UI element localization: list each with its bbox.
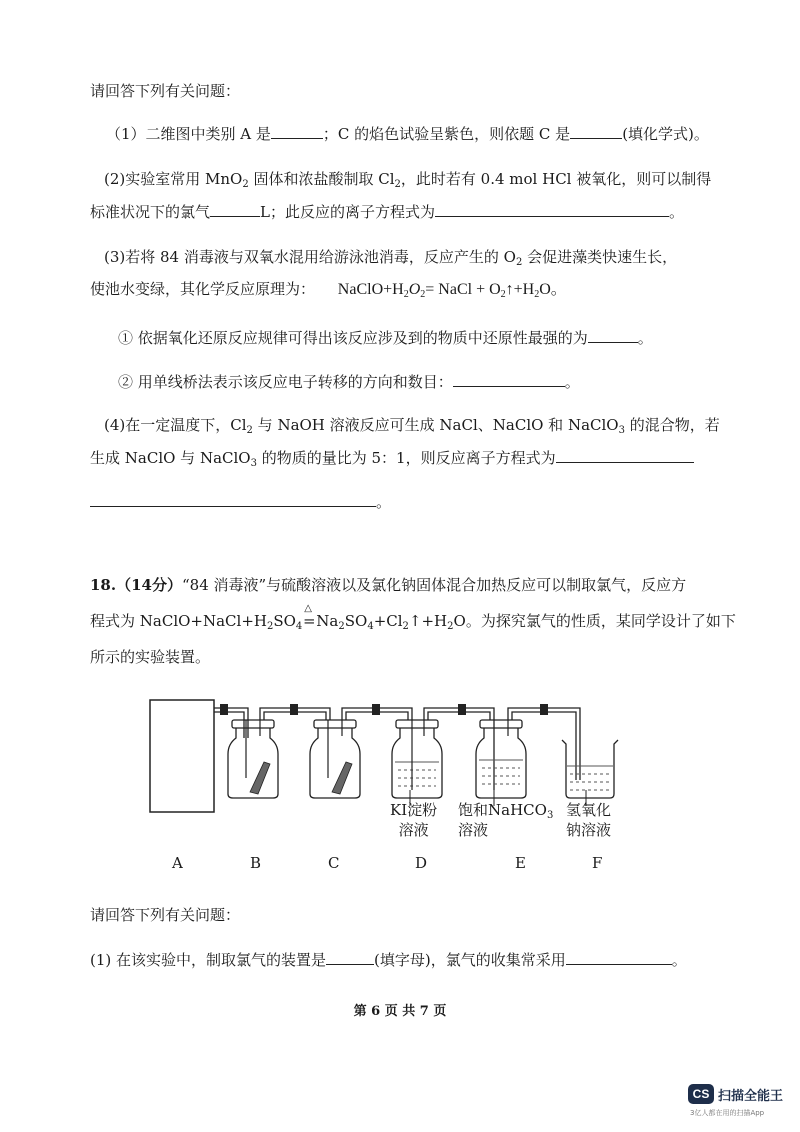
q17-part1: （1）二维图中类别 A 是 ；C 的焰色试验呈紫色，则依题 C 是 (填化学式)。 xyxy=(106,122,709,145)
apparatus-a-box xyxy=(150,700,214,812)
apparatus-diagram xyxy=(140,690,660,880)
watermark-tagline: 3亿人都在用的扫描App xyxy=(690,1109,765,1117)
cs-logo-icon: CS xyxy=(688,1084,714,1104)
q18-part1: (1) 在该实验中，制取氯气的装置是 (填字母)，氯气的收集常采用 。 xyxy=(90,948,687,971)
bottle-b xyxy=(228,720,278,798)
apparatus-svg xyxy=(140,690,660,880)
q17-part2-line1: (2)实验室常用 MnO$_2$ 固体和浓盐酸制取 $Cl_2$，此时若有 0.4 mol HCl 被氧化，则可以制得 xyxy=(104,170,712,190)
q17-part4-line3: 。 xyxy=(90,490,391,513)
answer-blank[interactable] xyxy=(271,122,323,139)
q18-intro: 请回答下列有关问题： xyxy=(90,906,241,924)
q17-intro: 请回答下列有关问题： xyxy=(90,82,241,100)
answer-blank[interactable] xyxy=(326,948,374,965)
apparatus-label-d: D xyxy=(415,854,428,872)
apparatus-label-f: F xyxy=(592,854,603,872)
scanner-watermark xyxy=(688,1084,788,1124)
reaction-equation: $NaClO+H_2O_2=$ NaCl + $O_2↑+H_2O$。 xyxy=(337,281,567,300)
q17-part3-line2: 使池水变绿，其化学反应原理为： $NaClO+H_2O_2=$ NaCl + $O_2↑+H_2O$。 xyxy=(90,280,567,300)
apparatus-label-b: B xyxy=(250,854,262,872)
q17-part2-line2: 标准状况下的氯气 L；此反应的离子方程式为 。 xyxy=(90,200,684,223)
apparatus-label-e: E xyxy=(515,854,526,872)
page-footer: 第 6 页 共 7 页 xyxy=(353,1004,447,1019)
q17-part3-sub1: ① 依据氧化还原反应规律可得出该反应涉及到的物质中还原性最强的为 。 xyxy=(118,326,653,349)
answer-blank[interactable] xyxy=(556,446,694,463)
answer-blank[interactable] xyxy=(210,200,260,217)
q17-part4-line1: (4)在一定温度下，$Cl_2$ 与 NaOH 溶液反应可生成 NaCl、NaClO 和 NaClO$_3$ 的混合物，若 xyxy=(104,416,720,436)
answer-blank[interactable] xyxy=(453,370,565,387)
answer-blank[interactable] xyxy=(435,200,669,217)
answer-blank[interactable] xyxy=(566,948,672,965)
reagent-f-label: 氢氧化 钠溶液 xyxy=(566,801,612,839)
beaker-f xyxy=(562,740,618,798)
apparatus-label-c: C xyxy=(328,854,340,872)
answer-blank[interactable] xyxy=(90,490,376,507)
bottle-d xyxy=(392,720,442,798)
q17-part3-sub2: ② 用单线桥法表示该反应电子转移的方向和数目： 。 xyxy=(118,370,580,393)
q18-line1: 18.（14分）“84 消毒液”与硫酸溶液以及氯化钠固体混合加热反应可以制取氯气，反应方 xyxy=(90,576,687,594)
q18-line3: 所示的实验装置。 xyxy=(90,648,211,666)
answer-blank[interactable] xyxy=(570,122,622,139)
answer-blank[interactable] xyxy=(588,326,638,343)
reagent-e-label: 饱和NaHCO$_3$ 溶液 xyxy=(458,801,554,839)
tube-e-f xyxy=(508,708,580,780)
bottle-e xyxy=(476,720,526,798)
apparatus-label-a: A xyxy=(172,854,183,872)
bottle-c xyxy=(310,720,360,798)
q17-part4-line2: 生成 NaClO 与 NaClO$_3$ 的物质的量比为 5：1，则反应离子方程式为 xyxy=(90,446,694,469)
watermark-name: 扫描全能王 xyxy=(718,1089,784,1104)
heat-symbol: △ xyxy=(304,603,312,614)
q17-part3-line1: (3)若将 84 消毒液与双氧水混用给游泳池消毒，反应产生的 $O_2$ 会促进藻类快速生长， xyxy=(104,248,678,268)
q18-line2: 程式为 $NaClO+NaCl+H_2SO_4$ △ $=Na_2SO_4+Cl_2↑+H_2O$。为探究氯气的性质，某同学设计了如下 xyxy=(90,610,736,632)
reagent-d-label: KI淀粉 溶液 xyxy=(390,801,438,839)
